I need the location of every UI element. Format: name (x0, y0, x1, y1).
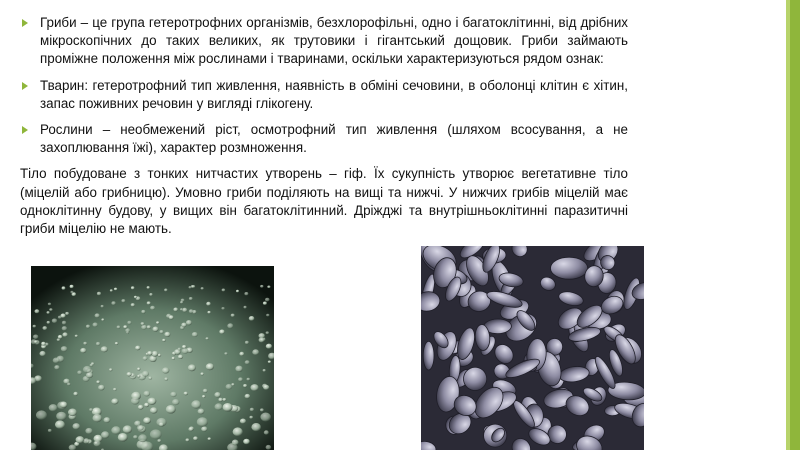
accent-side-bar (786, 0, 800, 450)
microscopy-yeast-cells-photo (31, 266, 274, 450)
bullet-list (20, 14, 628, 157)
slide-content (20, 14, 628, 238)
triangle-bullet-icon (22, 126, 28, 134)
electron-micrograph-yeast-cells-photo (421, 246, 644, 450)
bullet-text: Гриби – це група гетеротрофних організмів, безхлорофільні, одно і багатоклітинні, від дрібних мікроскопічних до таких великих, як трутовики і гігантський дощовик. Гриби займають проміжне положення між рослинами і тваринами, оскільки характеризуються рядом ознак: (40, 15, 628, 67)
triangle-bullet-icon (22, 19, 28, 27)
accent-stripe (786, 0, 790, 450)
bullet-item (20, 121, 628, 157)
bullet-item (20, 77, 628, 113)
bullet-text: Рослини – необмежений ріст, осмотрофний тип живлення (шляхом всосування, а не захоплювання їжі), характер розмноження. (40, 122, 628, 156)
triangle-bullet-icon (22, 82, 28, 90)
bullet-text: Тварин: гетеротрофний тип живлення, наявність в обміні сечовини, в оболонці клітин є хітин, запас поживних речовин у вигляді глікогену. (40, 77, 628, 111)
bullet-item (20, 14, 628, 69)
body-paragraph: Тіло побудоване з тонких нитчастих утворень – гіф. Їх сукупність утворює вегетативне тіло (міцелій або грибницю). Умовно гриби поділяють на вищі та нижчі. У нижчих грибів міцелій має одноклітинну будову, у вищих він багатоклітинний. Дріжджі та внутрішньоклітинні паразитичні гриби міцелію не мають. (20, 166, 628, 237)
